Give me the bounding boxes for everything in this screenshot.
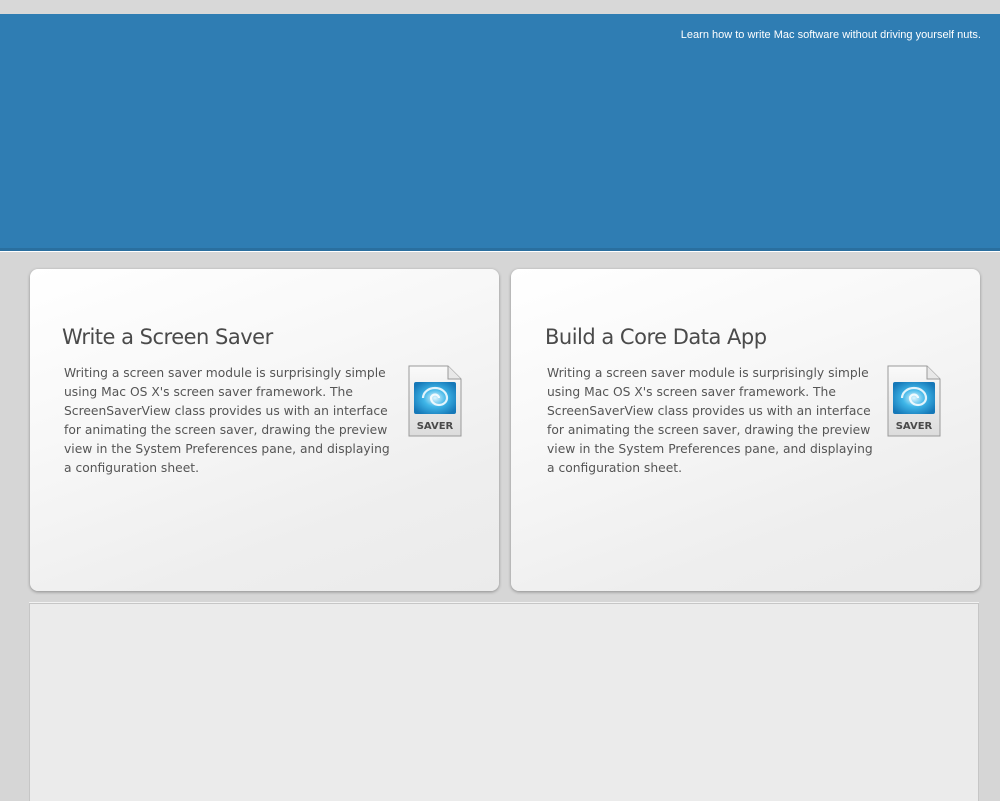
tutorial-card-core-data[interactable] bbox=[511, 269, 980, 591]
card-title[interactable]: Build a Core Data App bbox=[545, 325, 767, 349]
site-tagline: Learn how to write Mac software without driving yourself nuts. bbox=[680, 29, 981, 41]
saver-file-icon[interactable] bbox=[406, 365, 464, 439]
content-panel bbox=[29, 603, 979, 801]
icon-label: SAVER bbox=[416, 421, 454, 432]
tutorial-card-screen-saver[interactable] bbox=[30, 269, 499, 591]
icon-label: SAVER bbox=[895, 421, 933, 432]
top-strip bbox=[0, 0, 1000, 14]
site-header bbox=[0, 14, 1000, 251]
card-description: Writing a screen saver module is surprisingly simple using Mac OS X's screen saver framework. The ScreenSaverView class provides us with an interface for animating the screen saver, drawing the preview view in the System Preferences pane, and displaying a configuration sheet. bbox=[64, 366, 390, 475]
card-title[interactable]: Write a Screen Saver bbox=[62, 325, 273, 349]
saver-file-icon[interactable] bbox=[885, 365, 943, 439]
card-description: Writing a screen saver module is surprisingly simple using Mac OS X's screen saver framework. The ScreenSaverView class provides us with an interface for animating the screen saver, drawing the preview view in the System Preferences pane, and displaying a configuration sheet. bbox=[547, 366, 873, 475]
